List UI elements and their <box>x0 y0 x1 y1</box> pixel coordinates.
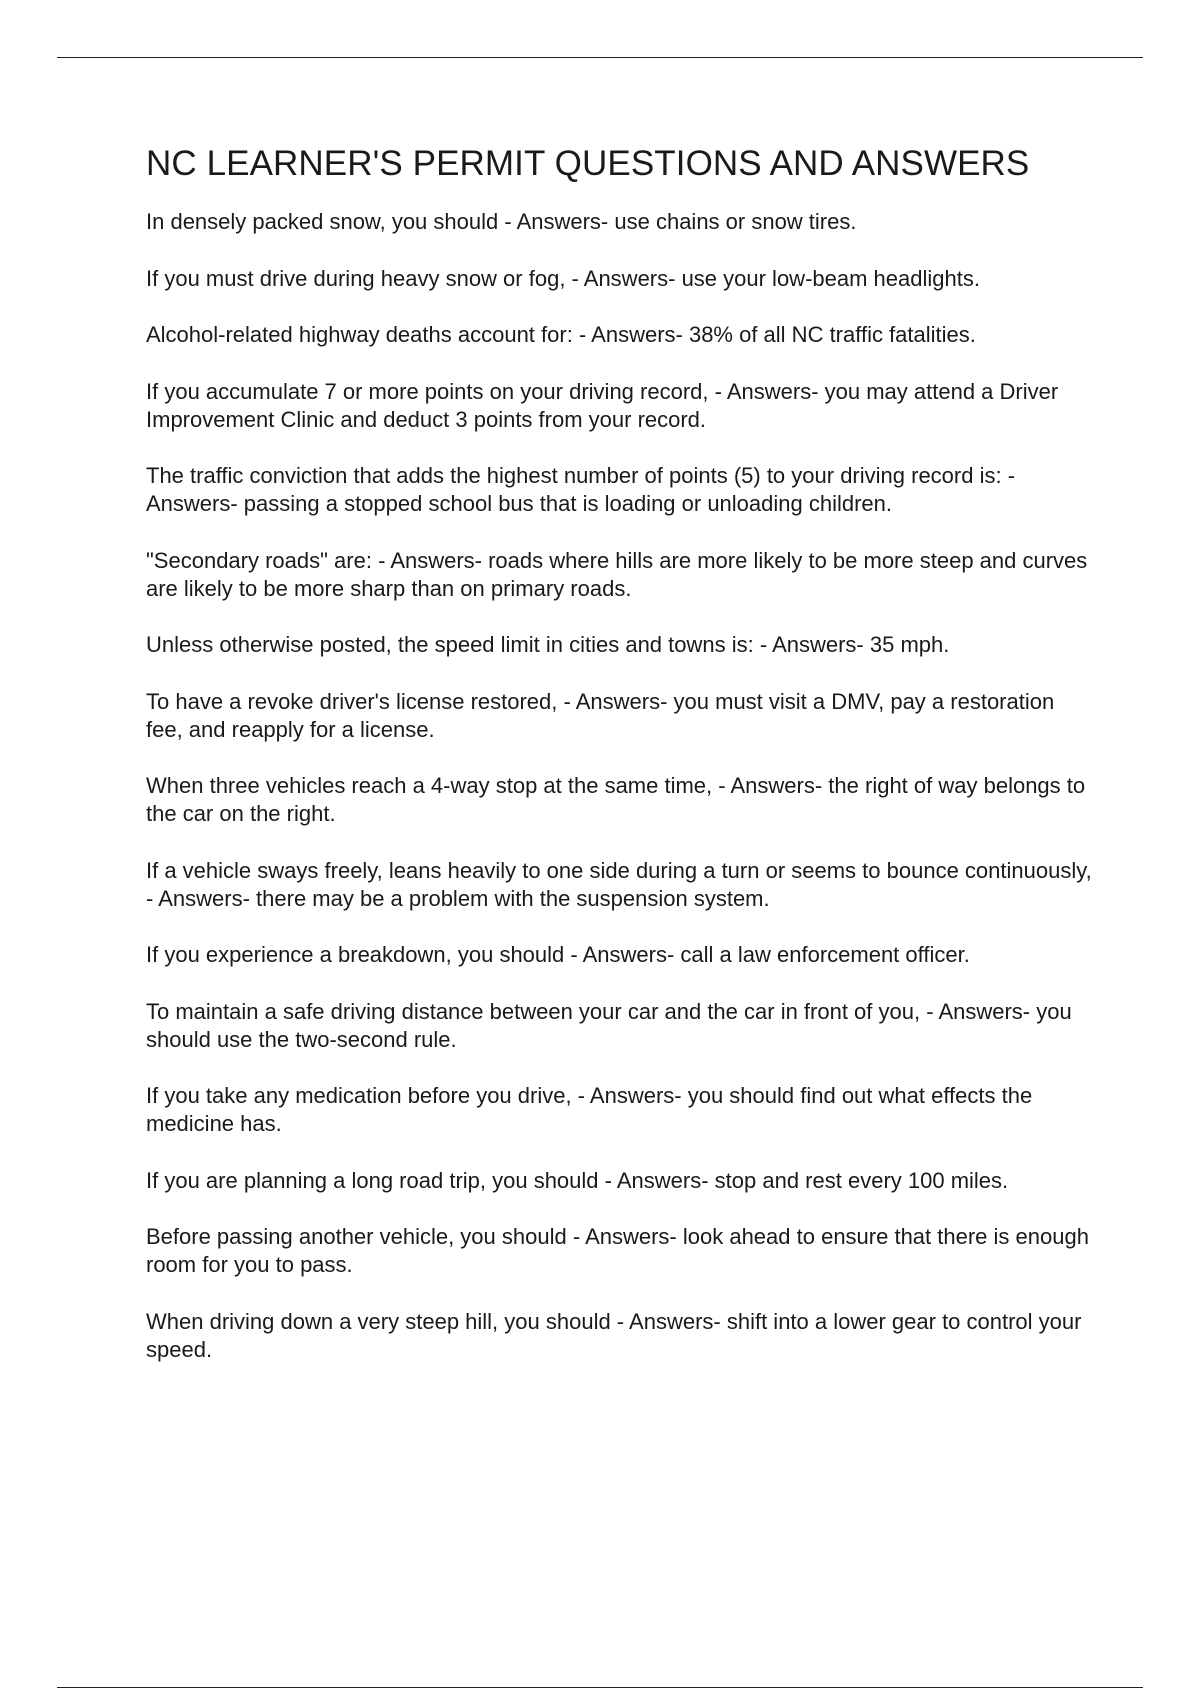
answer-text: Answers- the right of way belongs to the car on the right. <box>146 773 1092 826</box>
document-body <box>146 140 1096 1392</box>
qa-item <box>146 462 1096 518</box>
qa-item <box>146 998 1096 1054</box>
qa-item <box>146 378 1096 434</box>
answer-text: Answers- you must visit a DMV, pay a restoration fee, and reapply for a license. <box>146 688 1061 742</box>
answer-text: Answers- stop and rest every 100 miles. <box>616 1167 1009 1193</box>
qa-item <box>146 1082 1096 1138</box>
answer-text: Answers- shift into a lower gear to control your speed. <box>146 1308 1088 1362</box>
qa-item <box>146 208 1096 236</box>
qa-list <box>146 208 1096 1364</box>
bottom-divider <box>57 1687 1143 1688</box>
answer-text: Answers- you should find out what effects the medicine has. <box>146 1083 1039 1136</box>
document-title: NC LEARNER'S PERMIT QUESTIONS AND ANSWERS <box>146 144 1030 183</box>
answer-text: Answers- call a law enforcement officer. <box>582 942 970 967</box>
question-text: Unless otherwise posted, the speed limit in cities and towns is: - <box>146 632 773 657</box>
question-text: If a vehicle sways freely, leans heavily to one side during a turn or seems to bounce continuously, - <box>146 857 1098 911</box>
answer-text: Answers- use your low-beam headlights. <box>583 265 980 291</box>
question-text: To have a revoke driver's license restored, - <box>146 688 576 714</box>
question-text: If you take any medication before you drive, - <box>146 1083 590 1108</box>
answer-text: Answers- there may be a problem with the suspension system. <box>158 885 770 911</box>
question-text: In densely packed snow, you should - <box>146 209 517 234</box>
question-text: Before passing another vehicle, you should - <box>146 1224 586 1249</box>
qa-item <box>146 1223 1096 1279</box>
qa-item <box>146 772 1096 828</box>
answer-text: Answers- roads where hills are more likely to be more steep and curves are likely to be more sharp than on primary roads. <box>146 547 1094 601</box>
answer-text: Answers- you should use the two-second rule. <box>146 998 1078 1052</box>
answer-text: Answers- look ahead to ensure that there is enough room for you to pass. <box>146 1224 1096 1277</box>
question-text: When three vehicles reach a 4-way stop at the same time, - <box>146 773 731 798</box>
question-text: "Secondary roads" are: - <box>146 547 391 573</box>
question-text: To maintain a safe driving distance between your car and the car in front of you, - <box>146 998 939 1024</box>
answer-text: Answers- passing a stopped school bus that is loading or unloading children. <box>146 491 893 516</box>
answer-text: Answers- you may attend a Driver Improvement Clinic and deduct 3 points from your record. <box>146 378 1065 432</box>
question-text: When driving down a very steep hill, you should - <box>146 1308 630 1334</box>
qa-item <box>146 631 1096 659</box>
question-text: If you accumulate 7 or more points on your driving record, - <box>146 378 727 404</box>
question-text: The traffic conviction that adds the highest number of points (5) to your driving record is: - <box>146 463 1020 488</box>
qa-item <box>146 265 1096 293</box>
answer-text: Answers- 35 mph. <box>772 632 950 657</box>
qa-item <box>146 547 1096 603</box>
qa-item <box>146 857 1096 913</box>
top-divider <box>57 57 1143 58</box>
question-text: Alcohol-related highway deaths account for: - <box>146 322 592 347</box>
answer-text: Answers- use chains or snow tires. <box>516 209 857 234</box>
qa-item <box>146 1308 1096 1364</box>
qa-item <box>146 1167 1096 1195</box>
question-text: If you experience a breakdown, you should - <box>146 942 583 967</box>
qa-item <box>146 941 1096 969</box>
answer-text: Answers- 38% of all NC traffic fatalities. <box>591 322 976 347</box>
qa-item <box>146 688 1096 744</box>
qa-item <box>146 321 1096 349</box>
question-text: If you must drive during heavy snow or fog, - <box>146 265 584 291</box>
question-text: If you are planning a long road trip, you should - <box>146 1167 617 1193</box>
